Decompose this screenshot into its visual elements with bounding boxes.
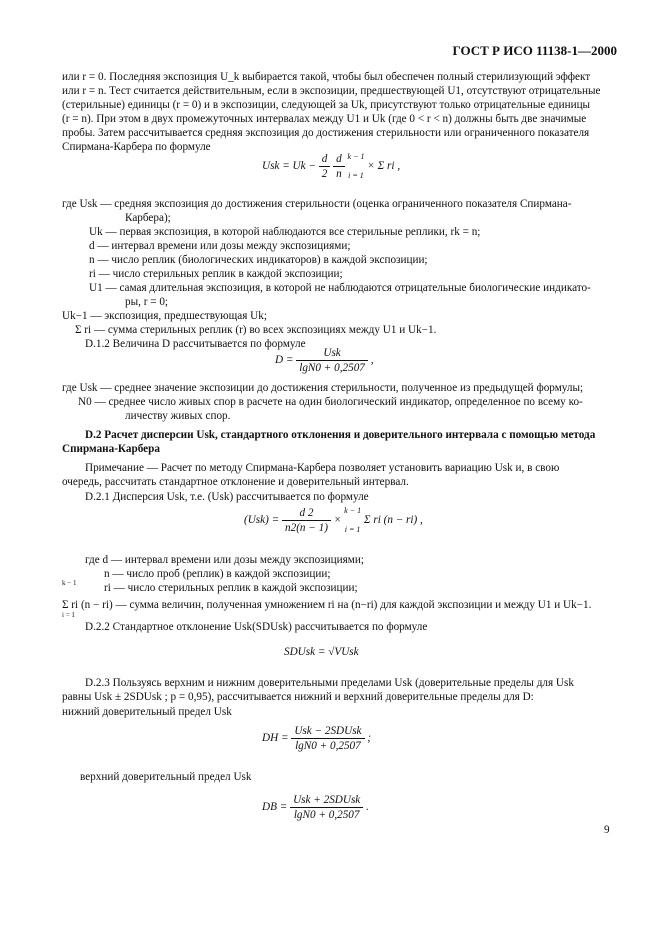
fraction: $\frac{d}{n}$	[333, 152, 345, 181]
fraction: $\frac{d 2}{n2(n - 1)}$	[282, 506, 331, 535]
text-line: или r = 0. Последняя экспозиция U_k выбирается такой, чтобы был обеспечен полный стерилизующий эффект	[62, 71, 591, 83]
text-line: личеству живых спор.	[125, 410, 231, 422]
fraction: $\frac{d}{2}$	[319, 152, 331, 181]
text-line: Uk−1 — экспозиция, предшествующая Uk;	[62, 310, 267, 322]
text-line: Σ ri (n − ri) — сумма величин, полученная умножением ri на (n−ri) для каждой экспозиции и между U1 и Uk−1.	[62, 599, 592, 611]
section-d22: D.2.2 Стандартное отклонение Usk(SDUsk) рассчитывается по формуле	[85, 621, 428, 633]
formula-d-lower: DН = $\frac{\text{Usk − 2SDUsk}}{\lg N0 + 0,2507}$ ;	[262, 725, 372, 752]
text-line: d — интервал времени или дозы между экспозициями;	[89, 240, 351, 252]
text-line: n — число реплик (биологических индикаторов) в каждой экспозиции;	[89, 254, 428, 266]
text-line: D.2.3 Пользуясь верхним и нижним доверительными пределами Usk (доверительные пределы для Usk	[85, 677, 574, 689]
text-line: ri — число стерильных реплик в каждой экспозиции;	[89, 268, 343, 280]
formula-sd: SDUsk = √VUsk	[284, 646, 359, 658]
text-line: (стерильные) единицы (r = 0) и в экспозиции, следующей за Uk, присутствуют только отрицательные единицы	[62, 99, 591, 111]
text-line: D.2 Расчет дисперсии Usk, стандартного отклонения и доверительного интервала с помощью метода	[85, 429, 596, 441]
formula-d-upper: DВ = $\frac{\text{Usk + 2SDUsk}}{\lg N0 + 0,2507}$ .	[262, 794, 369, 821]
text-line: N0 — среднее число живых спор в расчете на один биологический индикатор, определенное по всему ко-	[78, 396, 583, 408]
text-line: Карбера);	[125, 212, 171, 224]
sum-limits: k − 1 i = 1	[347, 152, 365, 180]
text-line: Спирмана-Карбера	[62, 443, 160, 455]
text-line: где Usk — среднее значение экспозиции до достижения стерильности, полученное из предыдущей формулы;	[62, 382, 584, 394]
text-line: Примечание — Расчет по методу Спирмана-Карбера позволяет установить вариацию Usk и, в свою	[85, 462, 560, 474]
formula-tail: × Σ ri ,	[367, 160, 401, 173]
formula-lhs: Usk = Uk −	[262, 160, 316, 173]
text-line: (r = n). При этом в двух промежуточных интервалах между U1 и Uk (где 0 < r < n) должны быть две значимые	[62, 113, 587, 125]
text-line: U1 — самая длительная экспозиция, в которой не наблюдаются отрицательные биологические индикато-	[89, 282, 591, 294]
text-line: или r = n. Тест считается действительным, если в экспозиции, предшествующей U1, отсутствуют отрицательные	[62, 85, 601, 97]
section-d12: D.1.2 Величина D рассчитывается по формуле	[85, 338, 306, 350]
document-header: ГОСТ Р ИСО 11138-1—2000	[452, 43, 617, 58]
text-line: Спирмана-Карбера по формуле	[62, 141, 211, 153]
upper-limit-label: верхний доверительный предел Usk	[80, 771, 252, 783]
text-line: пробы. Затем рассчитывается средняя экспозиция до достижения стерильности или ограниченного показателя	[62, 127, 590, 139]
text-line: n — число проб (реплик) в каждой экспозиции;	[104, 568, 331, 580]
section-d21: D.2.1 Дисперсия Usk, т.е. (Usk) рассчитывается по формуле	[85, 491, 369, 503]
text-line: равны Usk ± 2SDUsk ; p = 0,95), рассчитывается нижний и верхний доверительные пределы для D:	[62, 691, 534, 703]
text-line: очередь, рассчитать стандартное отклонение и доверительный интервал.	[62, 476, 409, 488]
sum-top: k − 1	[62, 579, 77, 587]
lower-limit-label: нижний доверительный предел Usk	[62, 706, 232, 718]
text-line: Uk — первая экспозиция, в которой наблюдаются все стерильные реплики, rk = n;	[89, 226, 481, 238]
text-line: Σ ri — сумма стерильных реплик (r) во всех экспозициях между U1 и Uk−1.	[75, 324, 437, 336]
text-line: ры, r = 0;	[125, 296, 169, 308]
sum-limits: k − 1 i = 1	[344, 506, 362, 534]
fraction: $\frac{\text{Usk + 2SDUsk}}{\lg N0 + 0,2507}$	[290, 793, 363, 822]
fraction: $\frac{\text{Usk − 2SDUsk}}{\lg N0 + 0,2507}$	[291, 724, 364, 753]
text-line: ri — число стерильных реплик в каждой экспозиции;	[104, 582, 358, 594]
text-line: где Usk — средняя экспозиция до достижения стерильности (оценка ограниченного показателя Спирмана-	[62, 198, 572, 210]
fraction: $\frac{\text{Usk}}{\lg N0 + 0,2507}$	[296, 346, 368, 375]
text-line: где d — интервал времени или дозы между экспозициями;	[85, 554, 364, 566]
page-number: 9	[604, 824, 610, 836]
formula-variance: (Usk) = $\frac{d 2}{n2(n - 1)}$ × k − 1 i = 1 Σ ri (n − ri) ,	[244, 506, 423, 534]
sum-bottom: i = 1	[62, 611, 75, 619]
formula-usk	[262, 152, 400, 188]
formula-d: D = $\frac{\text{Usk}}{\lg N0 + 0,2507}$ ,	[275, 347, 374, 374]
